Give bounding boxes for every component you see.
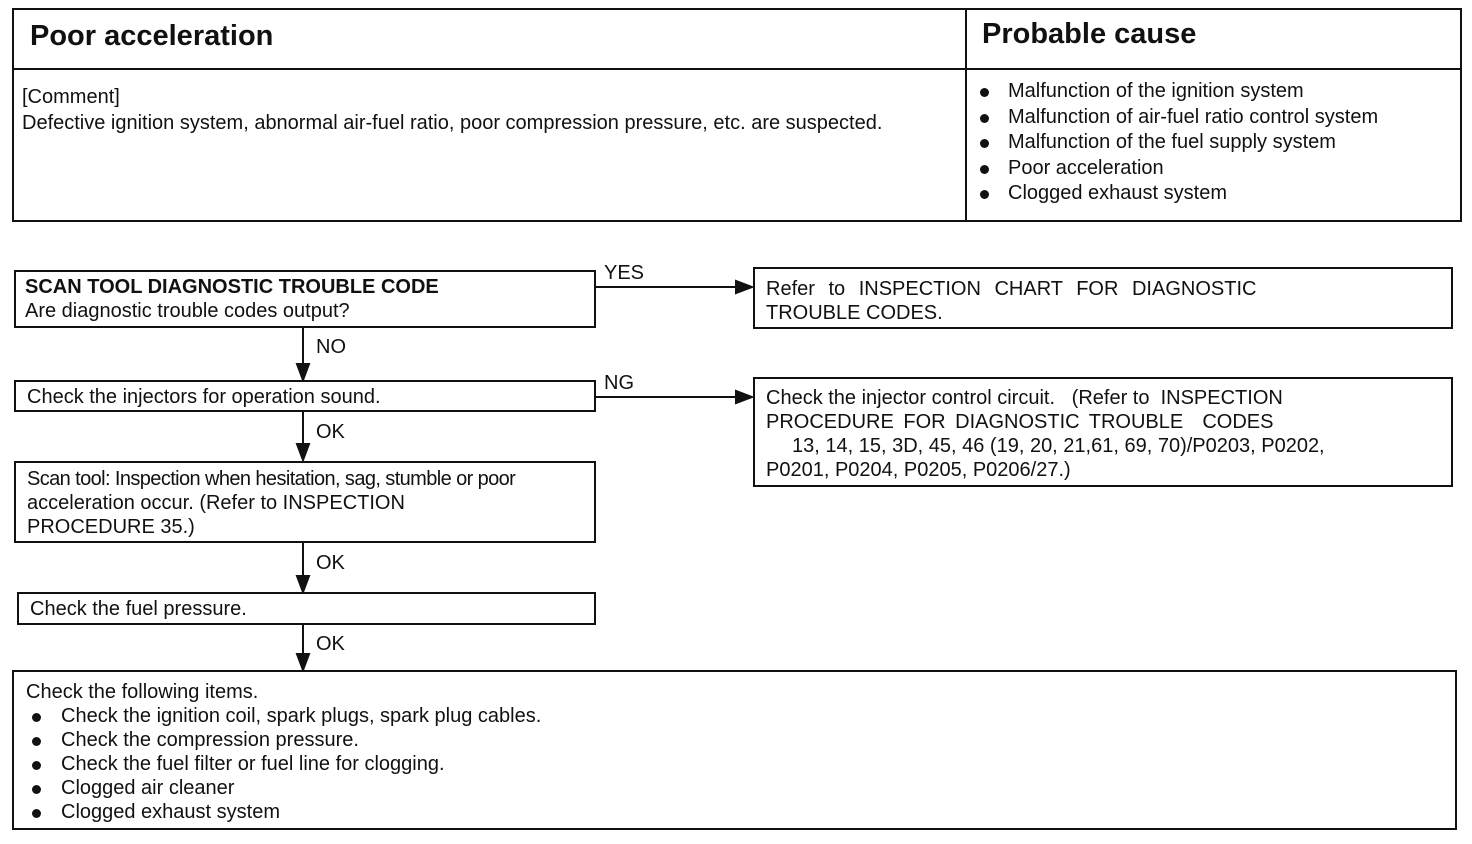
comment-text: Defective ignition system, abnormal air-fuel ratio, poor compression pressure, etc. are suspected. <box>22 112 883 134</box>
final-check-list <box>26 704 1455 824</box>
final-check-heading: Check the following items. <box>26 681 259 703</box>
injector-circuit-line2: PROCEDURE FOR DIAGNOSTIC TROUBLE CODES <box>766 411 1274 433</box>
no-label: NO <box>316 336 346 358</box>
final-check-item: Clogged exhaust system <box>26 800 1455 824</box>
dtc-check-question: Are diagnostic trouble codes output? <box>25 300 350 322</box>
injector-sound-check-box <box>14 380 596 412</box>
symptom-title: Poor acceleration <box>30 20 274 52</box>
final-check-item: Clogged air cleaner <box>26 776 1455 800</box>
ok-arrowhead-2 <box>297 576 309 592</box>
comment-label: [Comment] <box>22 86 120 108</box>
probable-cause-title: Probable cause <box>982 18 1197 50</box>
injector-circuit-line3: 13, 14, 15, 3D, 45, 46 (19, 20, 21,61, 69, 70)/P0203, P0202, <box>792 435 1325 457</box>
scan-tool-inspection-line2: acceleration occur. (Refer to INSPECTION <box>27 492 405 514</box>
injector-circuit-line1: Check the injector control circuit. (Refer to INSPECTION <box>766 387 1283 409</box>
ok-arrowhead-3 <box>297 654 309 670</box>
fuel-pressure-check-text: Check the fuel pressure. <box>30 598 247 620</box>
ok-label-1: OK <box>316 421 345 443</box>
final-check-item: Check the compression pressure. <box>26 728 1455 752</box>
ok-label-3: OK <box>316 633 345 655</box>
yes-arrowhead <box>736 281 752 293</box>
injector-circuit-check-box <box>753 377 1453 487</box>
dtc-check-title: SCAN TOOL DIAGNOSTIC TROUBLE CODE <box>25 276 439 298</box>
final-check-items-box <box>12 670 1457 830</box>
inspection-chart-reference-box <box>753 267 1453 329</box>
no-arrowhead <box>297 364 309 380</box>
cause-item: Malfunction of the fuel supply system <box>972 130 1457 156</box>
scan-tool-inspection-box <box>14 461 596 543</box>
ng-label: NG <box>604 372 634 394</box>
dtc-check-box <box>14 270 596 328</box>
inspection-chart-reference-line1: Refer to INSPECTION CHART FOR DIAGNOSTIC <box>766 278 1257 300</box>
cause-item: Poor acceleration <box>972 156 1457 182</box>
injector-circuit-line4: P0201, P0204, P0205, P0206/27.) <box>766 459 1071 481</box>
injector-sound-check-text: Check the injectors for operation sound. <box>27 386 381 408</box>
cause-item: Clogged exhaust system <box>972 181 1457 207</box>
scan-tool-inspection-line1: Scan tool: Inspection when hesitation, sag, stumble or poor <box>27 468 516 490</box>
scan-tool-inspection-line3: PROCEDURE 35.) <box>27 516 195 538</box>
inspection-chart-reference-line2: TROUBLE CODES. <box>766 302 943 324</box>
final-check-item: Check the fuel filter or fuel line for clogging. <box>26 752 1455 776</box>
cause-item: Malfunction of air-fuel ratio control system <box>972 105 1457 131</box>
ok-label-2: OK <box>316 552 345 574</box>
fuel-pressure-check-box <box>17 592 596 625</box>
ng-arrowhead <box>736 391 752 403</box>
cause-item: Malfunction of the ignition system <box>972 79 1457 105</box>
final-check-item: Check the ignition coil, spark plugs, spark plug cables. <box>26 704 1455 728</box>
ok-arrowhead-1 <box>297 444 309 460</box>
yes-label: YES <box>604 262 645 284</box>
